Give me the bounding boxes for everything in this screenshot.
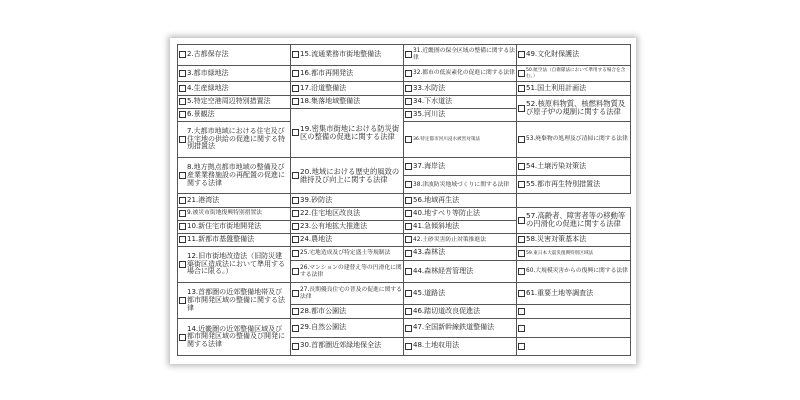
law-label: 8.地方拠点都市地域の整備及び産業業務施設の再配置の促進に関する法律 xyxy=(187,163,285,187)
checkbox-icon[interactable] xyxy=(405,343,412,350)
law-cell xyxy=(178,207,291,220)
law-cell xyxy=(404,95,517,108)
checkbox-icon[interactable] xyxy=(292,197,299,204)
checkbox-icon[interactable] xyxy=(405,250,412,257)
law-label: 25.宅地造成及び特定盛土等規制法 xyxy=(300,250,391,257)
law-label: 3.都市緑地法 xyxy=(187,68,229,77)
checkbox-icon[interactable] xyxy=(405,236,412,243)
law-cell xyxy=(404,158,517,176)
checkbox-icon[interactable] xyxy=(405,223,412,230)
law-label: 45.道路法 xyxy=(413,288,446,297)
law-label: 12.旧市街地改造法（旧防災建築街区造成法において準用する場合に限る。） xyxy=(187,251,285,276)
table-row xyxy=(178,158,631,176)
law-label: 36.特定都市河川浸水被害対策法 xyxy=(413,136,481,142)
checkbox-icon[interactable] xyxy=(405,181,412,188)
law-label: 20.地域における歴史的風致の維持及び向上に関する法律 xyxy=(300,166,400,184)
checkbox-icon[interactable] xyxy=(179,136,186,143)
checkbox-icon[interactable] xyxy=(518,236,525,243)
law-label: 58.災害対策基本法 xyxy=(526,234,587,243)
checkbox-icon[interactable] xyxy=(179,70,186,77)
law-label: 37.海岸法 xyxy=(413,161,446,170)
checkbox-icon[interactable] xyxy=(518,308,525,315)
law-label: 60.大規模災害からの復興に関する法律 xyxy=(526,268,628,275)
law-cell xyxy=(178,319,291,356)
checkbox-icon[interactable] xyxy=(405,136,412,143)
checkbox-icon[interactable] xyxy=(518,268,525,275)
law-cell xyxy=(291,65,404,82)
law-label: 15.流通業務市街地整備法 xyxy=(300,49,382,58)
law-label: 24.農地法 xyxy=(300,234,333,243)
law-label: 39.砂防法 xyxy=(300,195,333,204)
law-cell xyxy=(291,45,404,66)
law-label: 2.古都保存法 xyxy=(187,49,229,58)
law-label: 28.都市公園法 xyxy=(300,307,347,316)
checkbox-icon[interactable] xyxy=(405,197,412,204)
checkbox-icon[interactable] xyxy=(292,98,299,105)
law-label: 6.景観法 xyxy=(187,109,215,118)
law-label: 32.都市の低炭素化の促進に関する法律 xyxy=(413,70,515,77)
law-cell xyxy=(178,233,291,246)
checkbox-icon[interactable] xyxy=(405,290,412,297)
law-label: 41.急傾斜地法 xyxy=(413,221,460,230)
law-cell xyxy=(178,121,291,157)
checkbox-icon[interactable] xyxy=(292,223,299,230)
checkbox-icon[interactable] xyxy=(405,308,412,315)
checkbox-icon[interactable] xyxy=(292,250,299,257)
law-cell xyxy=(517,176,631,194)
law-label: 46.踏切道改良促進法 xyxy=(413,307,481,316)
law-label: 21.港湾法 xyxy=(187,195,220,204)
law-cell xyxy=(178,65,291,82)
law-label: 48.土地収用法 xyxy=(413,341,460,350)
checkbox-icon[interactable] xyxy=(179,236,186,243)
table-row xyxy=(178,283,631,305)
checkbox-icon[interactable] xyxy=(292,70,299,77)
law-cell xyxy=(178,95,291,108)
checkbox-icon[interactable] xyxy=(405,70,412,77)
law-cell xyxy=(291,233,404,246)
law-cell xyxy=(517,283,631,305)
checkbox-icon[interactable] xyxy=(179,51,186,58)
law-label: 56.地域再生法 xyxy=(413,195,460,204)
checkbox-icon[interactable] xyxy=(179,111,186,118)
law-cell xyxy=(291,283,404,305)
checkbox-icon[interactable] xyxy=(292,268,299,275)
checkbox-icon[interactable] xyxy=(292,85,299,92)
law-cell xyxy=(178,283,291,319)
checkbox-icon[interactable] xyxy=(292,51,299,58)
law-label: 33.水防法 xyxy=(413,83,446,92)
law-cell xyxy=(178,82,291,95)
law-cell xyxy=(517,337,631,355)
checkbox-icon[interactable] xyxy=(292,308,299,315)
law-cell xyxy=(517,158,631,176)
law-cell xyxy=(517,233,631,246)
checkbox-icon[interactable] xyxy=(405,51,412,58)
checkbox-icon[interactable] xyxy=(405,163,412,170)
law-label: 27.長期優良住宅の普及の促進に関する法律 xyxy=(300,287,402,300)
table-row xyxy=(178,319,631,337)
law-label: 16.都市再開発法 xyxy=(300,68,354,77)
checkbox-icon[interactable] xyxy=(292,343,299,350)
checkbox-icon[interactable] xyxy=(292,210,299,217)
law-label: 9.被災市街地復興特別措置法 xyxy=(187,210,263,217)
law-cell xyxy=(291,246,404,260)
checkbox-icon[interactable] xyxy=(292,290,299,297)
law-cell xyxy=(291,305,404,319)
law-label: 30.首都圏近郊緑地保全法 xyxy=(300,341,382,350)
law-cell xyxy=(404,176,517,194)
checkbox-icon[interactable] xyxy=(518,181,525,188)
table-row xyxy=(178,246,631,260)
law-cell xyxy=(291,337,404,355)
table-row xyxy=(178,95,631,108)
law-cell xyxy=(178,246,291,282)
law-cell xyxy=(178,108,291,121)
law-checklist-table xyxy=(177,44,631,356)
checkbox-icon[interactable] xyxy=(405,98,412,105)
checkbox-icon[interactable] xyxy=(179,197,186,204)
law-cell xyxy=(517,260,631,282)
law-cell xyxy=(404,45,517,66)
law-cell xyxy=(291,260,404,282)
law-cell xyxy=(404,65,517,82)
checkbox-icon[interactable] xyxy=(179,223,186,230)
table-row xyxy=(178,194,631,207)
law-cell xyxy=(404,283,517,305)
law-label: 31.近畿圏の保全区域の整備に関する法律 xyxy=(413,48,515,61)
checkbox-icon[interactable] xyxy=(179,261,186,268)
law-label: 13.首都圏の近郊整備地帯及び都市開発区域の整備に関する法律 xyxy=(187,288,285,312)
law-cell xyxy=(404,319,517,337)
checkbox-icon[interactable] xyxy=(179,334,186,341)
law-label: 4.生産緑地法 xyxy=(187,83,229,92)
law-cell xyxy=(404,207,517,220)
checkbox-icon[interactable] xyxy=(179,172,186,179)
law-cell xyxy=(291,319,404,337)
law-label: 29.自然公園法 xyxy=(300,323,347,332)
checkbox-icon[interactable] xyxy=(405,210,412,217)
law-label: 61.重要土地等調査法 xyxy=(526,288,594,297)
checkbox-icon[interactable] xyxy=(518,217,525,224)
law-label: 57.高齢者、障害者等の移動等の円滑化の促進に関する法律 xyxy=(526,210,626,229)
law-label: 5.特定空港周辺特別措置法 xyxy=(187,96,271,105)
table-row xyxy=(178,65,631,82)
law-label: 54.土壌汚染対策法 xyxy=(526,161,587,170)
law-label: 7.大都市地域における住宅及び住宅地の供給の促進に関する特別措置法 xyxy=(187,126,285,151)
checkbox-icon[interactable] xyxy=(518,51,525,58)
checkbox-icon[interactable] xyxy=(518,105,525,112)
checkbox-icon[interactable] xyxy=(518,136,525,143)
law-cell xyxy=(404,337,517,355)
checkbox-icon[interactable] xyxy=(405,85,412,92)
law-cell xyxy=(291,220,404,233)
law-label: 47.全国新幹線鉄道整備法 xyxy=(413,323,495,332)
law-cell xyxy=(517,45,631,66)
checkbox-icon[interactable] xyxy=(518,325,525,332)
checkbox-icon[interactable] xyxy=(179,297,186,304)
law-label: 53.廃棄物の処理及び清掃に関する法律 xyxy=(526,136,628,143)
checkbox-icon[interactable] xyxy=(405,325,412,332)
checkbox-icon[interactable] xyxy=(292,325,299,332)
checkbox-icon[interactable] xyxy=(179,85,186,92)
checkbox-icon[interactable] xyxy=(518,290,525,297)
law-cell xyxy=(404,220,517,233)
law-cell xyxy=(404,121,517,157)
law-label: 59.東日本大震災復興特別区域法 xyxy=(526,250,594,256)
law-label: 34.下水道法 xyxy=(413,96,453,105)
law-label: 52.核原料物質、核燃料物質及び原子炉の規制に関する法律 xyxy=(526,98,626,117)
checkbox-icon[interactable] xyxy=(518,163,525,170)
law-cell xyxy=(178,220,291,233)
checkbox-icon[interactable] xyxy=(518,70,525,77)
law-cell xyxy=(404,260,517,282)
law-label: 10.新住宅市街地開発法 xyxy=(187,221,262,230)
law-cell xyxy=(404,305,517,319)
law-label: 49.文化財保護法 xyxy=(526,49,580,58)
document-frame xyxy=(170,38,636,364)
checkbox-icon[interactable] xyxy=(179,98,186,105)
law-cell xyxy=(517,305,631,319)
table-row xyxy=(178,82,631,95)
law-cell xyxy=(404,194,517,207)
law-cell xyxy=(291,108,404,157)
law-cell xyxy=(517,95,631,121)
law-cell xyxy=(291,194,404,207)
checkbox-icon[interactable] xyxy=(405,111,412,118)
law-label: 55.都市再生特別措置法 xyxy=(526,179,601,188)
law-label: 22.住宅地区改良法 xyxy=(300,208,361,217)
checkbox-icon[interactable] xyxy=(405,268,412,275)
checkbox-icon[interactable] xyxy=(518,85,525,92)
law-cell xyxy=(178,45,291,66)
law-cell xyxy=(517,82,631,95)
checkbox-icon[interactable] xyxy=(518,343,525,350)
checkbox-icon[interactable] xyxy=(292,129,299,136)
law-cell xyxy=(517,319,631,337)
law-cell xyxy=(291,82,404,95)
law-cell xyxy=(404,233,517,246)
law-label: 35.河川法 xyxy=(413,109,446,118)
law-label: 23.公有地拡大推進法 xyxy=(300,221,368,230)
law-label: 19.密集市街地における防災街区の整備の促進に関する法律 xyxy=(300,123,400,141)
law-label: 18.集落地域整備法 xyxy=(300,96,361,105)
law-cell xyxy=(291,207,404,220)
table-row xyxy=(178,207,631,220)
law-label: 11.新都市基盤整備法 xyxy=(187,234,255,243)
checkbox-icon[interactable] xyxy=(292,236,299,243)
law-cell xyxy=(178,158,291,194)
law-label: 44.森林経営管理法 xyxy=(413,266,474,275)
table-row xyxy=(178,45,631,66)
law-label: 38.津波防災地域づくりに関する法律 xyxy=(413,181,510,188)
checkbox-icon[interactable] xyxy=(518,250,525,257)
law-cell xyxy=(517,207,631,233)
checkbox-icon[interactable] xyxy=(179,210,186,217)
law-label: 40.地すべり等防止法 xyxy=(413,208,480,217)
law-cell xyxy=(404,246,517,260)
law-label: 51.国土利用計画法 xyxy=(526,83,587,92)
law-cell xyxy=(404,108,517,121)
law-label: 43.森林法 xyxy=(413,248,446,257)
law-label: 14.近畿圏の近郊整備区域及び都市開発区域の整備及び開発に関する法律 xyxy=(187,324,285,349)
table-row xyxy=(178,233,631,246)
law-cell xyxy=(404,82,517,95)
law-cell xyxy=(178,194,291,207)
table-row xyxy=(178,121,631,157)
law-cell xyxy=(291,95,404,108)
law-label: 50.航空法（自衛隊法において準用する場合を含む。） xyxy=(526,68,626,79)
law-label: 26.マンションの建替え等の円滑化に関する法律 xyxy=(300,265,402,278)
law-cell xyxy=(517,65,631,82)
law-cell xyxy=(517,246,631,260)
checkbox-icon[interactable] xyxy=(292,172,299,179)
law-label: 42.土砂災害防止対策推進法 xyxy=(413,236,486,243)
law-cell xyxy=(517,121,631,157)
law-label: 17.沿道整備法 xyxy=(300,83,347,92)
law-cell xyxy=(291,158,404,194)
